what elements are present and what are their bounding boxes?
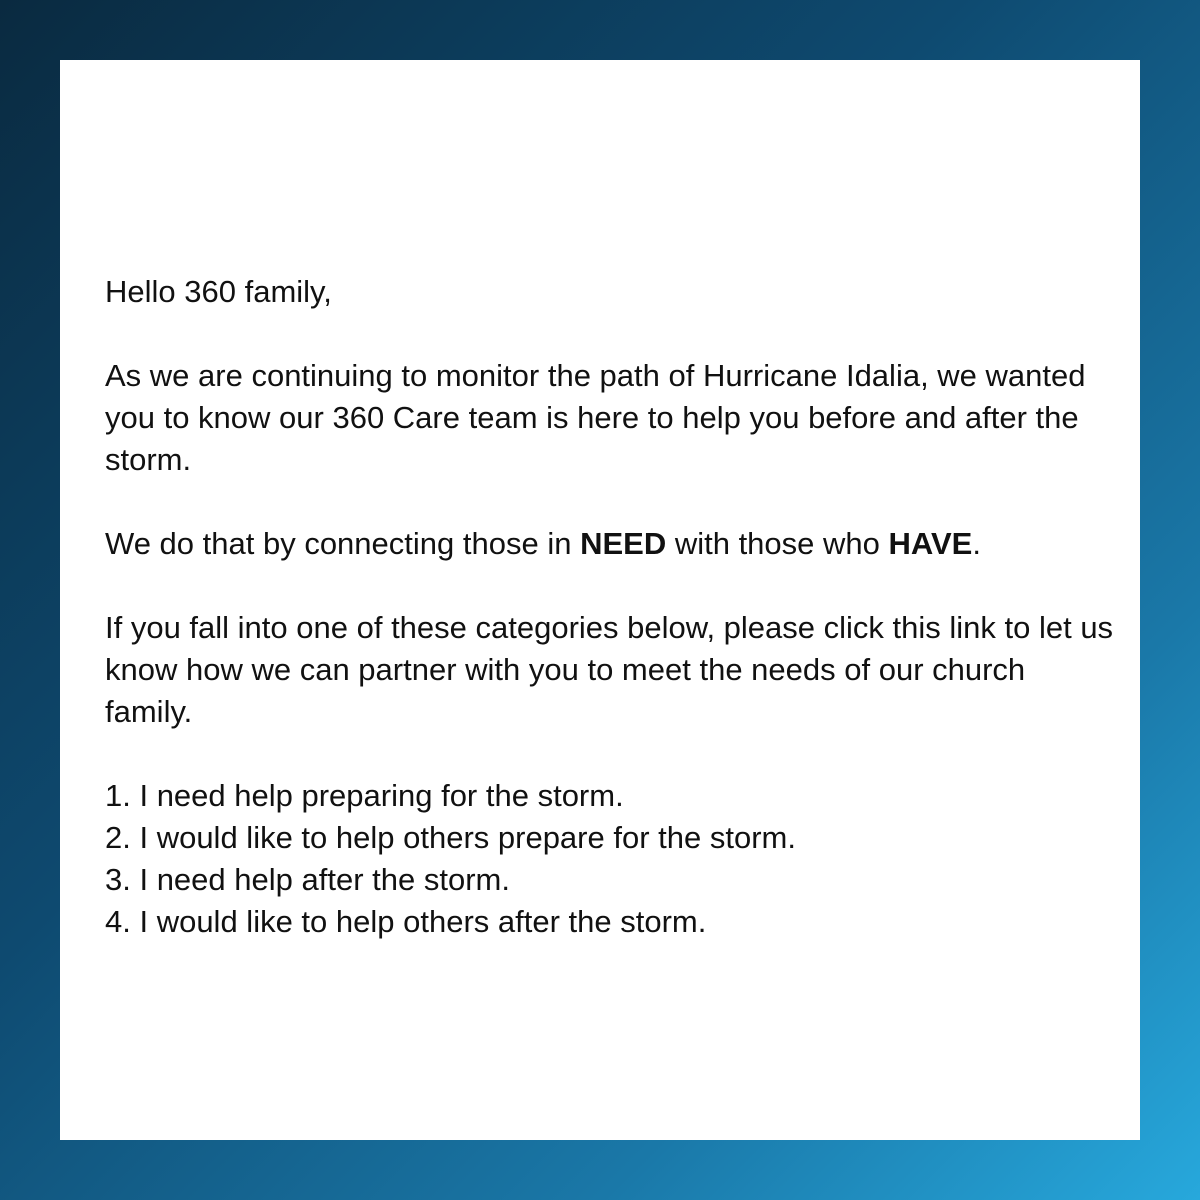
category-item: 2. I would like to help others prepare for the storm. bbox=[105, 820, 796, 855]
have-emphasis: HAVE bbox=[888, 526, 973, 561]
category-item: 1. I need help preparing for the storm. bbox=[105, 778, 624, 813]
greeting: Hello 360 family, bbox=[105, 274, 332, 309]
letter-body bbox=[105, 271, 1115, 943]
instruction-paragraph: If you fall into one of these categories below, please click this link to let us know how we can partner with you to meet the needs of our church family. bbox=[105, 610, 1114, 729]
category-item: 4. I would like to help others after the storm. bbox=[105, 904, 707, 939]
category-item: 3. I need help after the storm. bbox=[105, 862, 510, 897]
connect-text-middle: with those who bbox=[666, 526, 889, 561]
need-emphasis: NEED bbox=[580, 526, 667, 561]
category-list bbox=[105, 775, 1115, 943]
connect-text-end: . bbox=[972, 526, 981, 561]
message-card bbox=[60, 60, 1140, 1140]
connect-paragraph bbox=[105, 523, 1115, 565]
intro-paragraph: As we are continuing to monitor the path of Hurricane Idalia, we wanted you to know our 360 Care team is here to help you before and after the storm. bbox=[105, 358, 1086, 477]
connect-text-start: We do that by connecting those in bbox=[105, 526, 581, 561]
